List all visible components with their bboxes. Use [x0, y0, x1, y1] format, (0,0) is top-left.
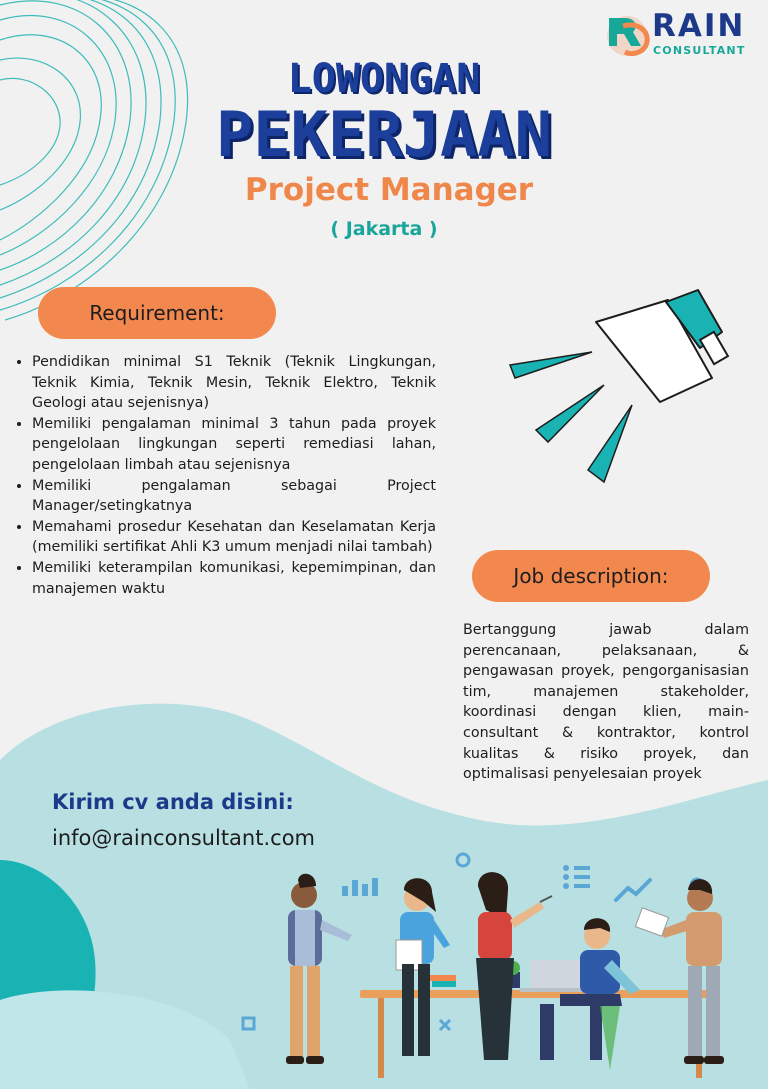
- logo-subtitle: CONSULTANT: [653, 44, 746, 57]
- title-line-1: LOWONGAN: [287, 56, 481, 102]
- job-description-heading: Job description:: [472, 550, 710, 602]
- requirement-item: • Memiliki keterampilan komunikasi, kepemimpinan, dan manajemen waktu: [32, 558, 436, 599]
- list-icon: [563, 865, 590, 889]
- job-position: Project Manager: [244, 172, 534, 208]
- requirement-item: • Memiliki pengalaman sebagai Project Manager/setingkatnya: [32, 476, 436, 517]
- contact-cta: Kirim cv anda disini:: [52, 790, 294, 814]
- company-logo: [600, 10, 760, 58]
- job-description-text: Bertanggung jawab dalam perencanaan, pelaksanaan, & pengawasan proyek, pengorganisasian tim, manajemen stakeholder, koordinasi dengan klien, main-consultant & kontraktor, kontrol kualitas & risiko proyek, dan optimalisasi penyelesaian proyek: [463, 622, 749, 783]
- title-line-2: PEKERJAAN: [216, 98, 552, 171]
- logo-word: RAIN: [652, 8, 746, 44]
- contact-email[interactable]: info@rainconsultant.com: [52, 826, 315, 850]
- requirement-item: • Memiliki pengalaman minimal 3 tahun pada proyek pengelolaan lingkungan seperti remediasi lahan, pengelolaan limbah atau sejenisnya: [32, 414, 436, 476]
- megaphone-icon: [510, 290, 728, 482]
- requirement-item: • Memahami prosedur Kesehatan dan Keselamatan Kerja (memiliki sertifikat Ahli K3 umum menjadi nilai tambah): [32, 517, 436, 558]
- requirement-list: [16, 352, 436, 599]
- job-location: ( Jakarta ): [330, 218, 438, 240]
- requirement-heading: Requirement:: [38, 287, 276, 339]
- requirement-item: • Pendidikan minimal S1 Teknik (Teknik Lingkungan, Teknik Kimia, Teknik Mesin, Teknik Elektro, Teknik Geologi atau sejenisnya): [32, 352, 436, 414]
